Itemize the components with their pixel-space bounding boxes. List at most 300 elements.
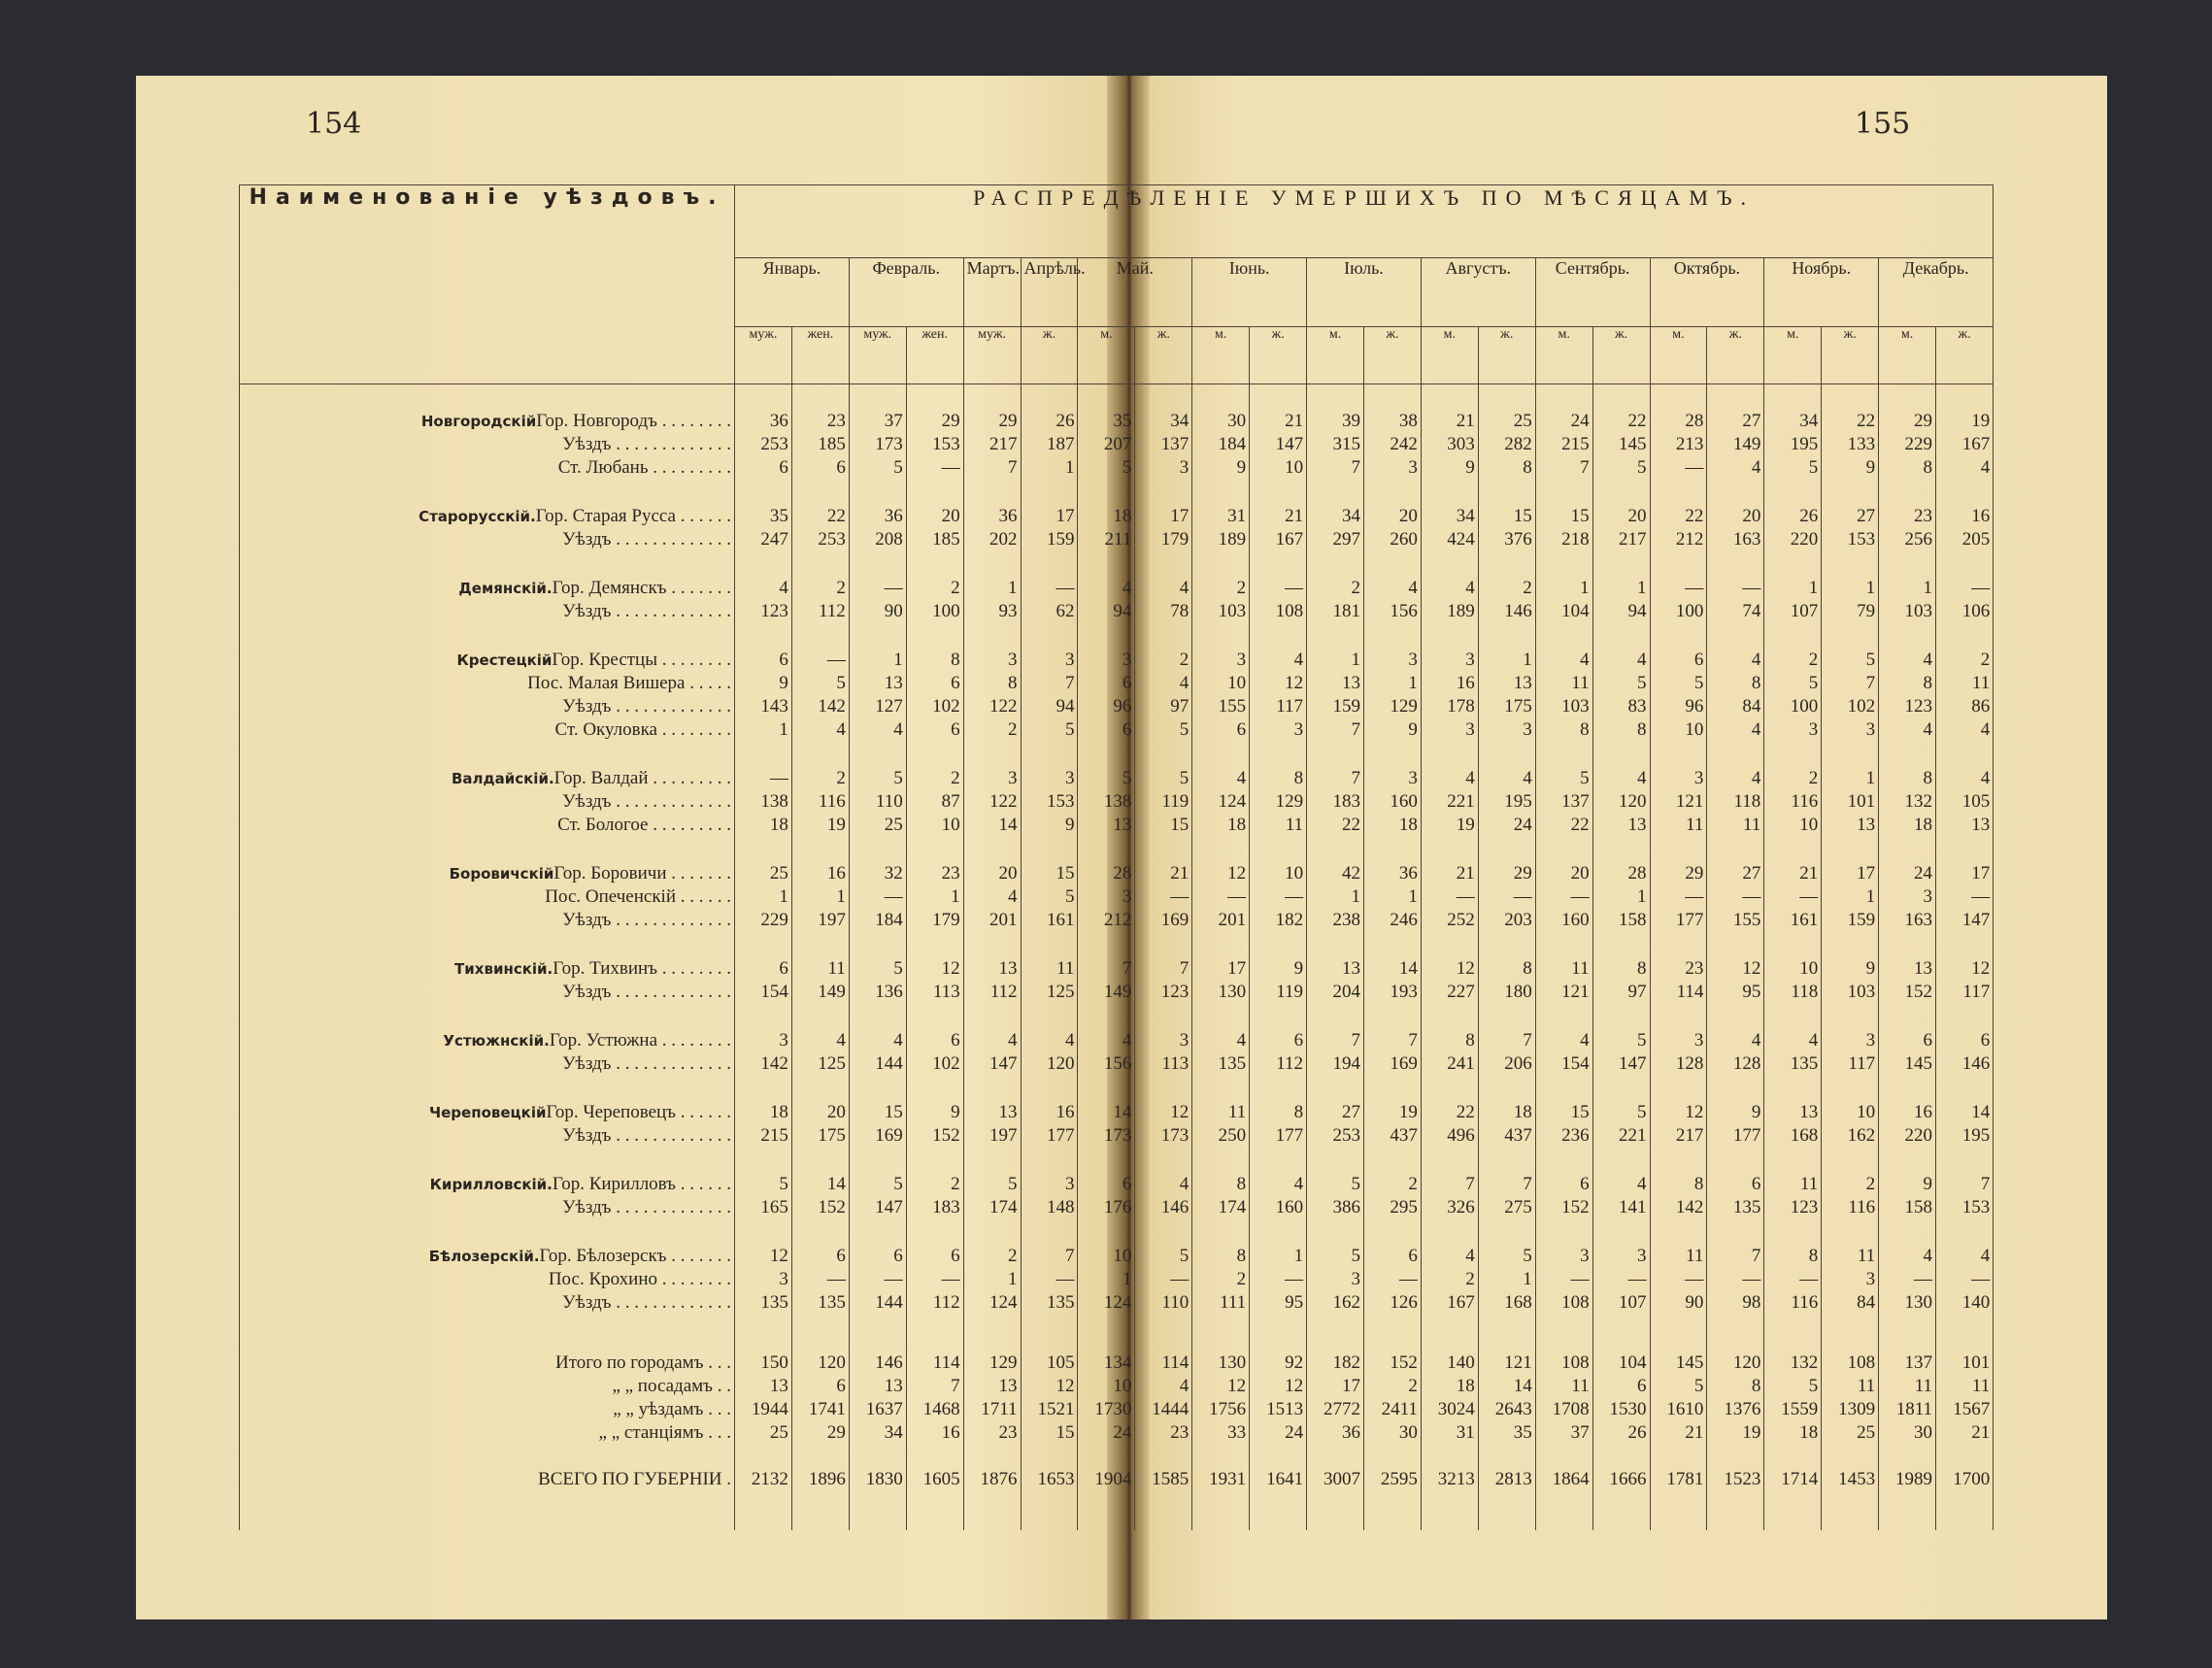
row-name-cell: [240, 1291, 735, 1315]
value-cell: 14: [791, 1148, 849, 1196]
value-cell: 1: [1078, 1268, 1135, 1291]
value-cell: 9: [906, 1076, 963, 1124]
value-cell: 4: [1707, 1004, 1764, 1052]
value-cell: 137: [1135, 433, 1192, 456]
value-cell: 20: [906, 480, 963, 528]
value-cell: 113: [1135, 1052, 1192, 1076]
value-cell: —: [1707, 885, 1764, 909]
value-cell: 111: [1192, 1291, 1250, 1315]
value-cell: 27: [1822, 480, 1879, 528]
value-cell: —: [1421, 885, 1478, 909]
month-header: Ноябрь.: [1764, 258, 1879, 327]
value-cell: 96: [1650, 695, 1707, 718]
value-cell: 315: [1307, 433, 1364, 456]
total-value-cell: 1741: [791, 1398, 849, 1421]
value-cell: 3: [1135, 1004, 1192, 1052]
value-cell: 16: [1879, 1076, 1936, 1124]
value-cell: 16: [1021, 1076, 1078, 1124]
place-name: Уѣздъ . . . . . . . . . . . . .: [562, 434, 731, 454]
value-cell: 141: [1592, 1196, 1650, 1219]
value-cell: 15: [1135, 814, 1192, 837]
value-cell: 13: [1592, 814, 1650, 837]
value-cell: 2: [963, 718, 1021, 742]
value-cell: 424: [1421, 528, 1478, 551]
value-cell: 12: [1250, 672, 1307, 695]
value-cell: 10: [1250, 837, 1307, 885]
value-cell: 29: [1478, 837, 1535, 885]
value-cell: 147: [1936, 909, 1994, 932]
value-cell: 180: [1478, 981, 1535, 1004]
total-row: [240, 1315, 1994, 1375]
place-name: Ст. Бологое . . . . . . . . .: [557, 815, 731, 835]
sex-header: м.: [1764, 327, 1822, 384]
value-cell: 4: [849, 1004, 906, 1052]
value-cell: 119: [1250, 981, 1307, 1004]
value-cell: 2: [1192, 551, 1250, 600]
value-cell: 15: [1535, 1076, 1592, 1124]
value-cell: 112: [906, 1291, 963, 1315]
sex-header: жен.: [791, 327, 849, 384]
value-cell: 187: [1021, 433, 1078, 456]
value-cell: 26: [1021, 384, 1078, 434]
table-row: [240, 1148, 1994, 1196]
value-cell: 119: [1135, 790, 1192, 814]
value-cell: 9: [1363, 718, 1421, 742]
value-cell: 22: [1822, 384, 1879, 434]
total-value-cell: 25: [1822, 1421, 1879, 1445]
value-cell: 3: [1192, 623, 1250, 672]
value-cell: 149: [1078, 981, 1135, 1004]
value-cell: 14: [1078, 1076, 1135, 1124]
value-cell: 1: [791, 885, 849, 909]
value-cell: —: [1135, 1268, 1192, 1291]
table-row: [240, 1219, 1994, 1268]
value-cell: 215: [735, 1124, 792, 1148]
value-cell: 8: [1250, 1076, 1307, 1124]
value-cell: 207: [1078, 433, 1135, 456]
value-cell: 4: [791, 718, 849, 742]
value-cell: 4: [1135, 1148, 1192, 1196]
value-cell: 103: [1535, 695, 1592, 718]
value-cell: 2: [906, 742, 963, 790]
value-cell: 2: [1764, 623, 1822, 672]
row-name-cell: [240, 718, 735, 742]
value-cell: 7: [963, 456, 1021, 480]
value-cell: 22: [1592, 384, 1650, 434]
grand-total-value-cell: 1453: [1822, 1445, 1879, 1530]
page-number-left: 154: [306, 107, 362, 141]
total-value-cell: 6: [1592, 1375, 1650, 1398]
value-cell: 20: [1707, 480, 1764, 528]
value-cell: 5: [1592, 672, 1650, 695]
value-cell: 27: [1307, 1076, 1364, 1124]
page-number-right: 155: [1855, 107, 1911, 141]
value-cell: 3: [1135, 456, 1192, 480]
total-value-cell: 11: [1879, 1375, 1936, 1398]
value-cell: 12: [1936, 932, 1994, 981]
value-cell: 4: [1535, 1004, 1592, 1052]
value-cell: 42: [1307, 837, 1364, 885]
value-cell: 78: [1135, 600, 1192, 623]
value-cell: 3: [1535, 1219, 1592, 1268]
value-cell: 135: [735, 1291, 792, 1315]
value-cell: 146: [1936, 1052, 1994, 1076]
value-cell: 4: [1936, 1219, 1994, 1268]
value-cell: 79: [1822, 600, 1879, 623]
value-cell: 127: [849, 695, 906, 718]
district-name: Боровичскій: [449, 865, 554, 883]
total-label: „ „ станціямъ . . .: [240, 1421, 735, 1445]
mortality-table: [239, 184, 1994, 1530]
value-cell: 114: [1650, 981, 1707, 1004]
value-cell: 297: [1307, 528, 1364, 551]
value-cell: 4: [1478, 742, 1535, 790]
value-cell: 1: [1879, 551, 1936, 600]
place-name: Гор. Устюжна . . . . . . . .: [549, 1030, 731, 1051]
value-cell: 152: [1535, 1196, 1592, 1219]
value-cell: 202: [963, 528, 1021, 551]
value-cell: 107: [1764, 600, 1822, 623]
value-cell: 121: [1535, 981, 1592, 1004]
value-cell: 185: [791, 433, 849, 456]
value-cell: 84: [1822, 1291, 1879, 1315]
total-value-cell: 24: [1250, 1421, 1307, 1445]
value-cell: 1: [1363, 672, 1421, 695]
value-cell: 177: [1650, 909, 1707, 932]
value-cell: 167: [1250, 528, 1307, 551]
grand-total-label: ВСЕГО ПО ГУБЕРНІИ .: [240, 1445, 735, 1530]
value-cell: 23: [1650, 932, 1707, 981]
row-name-cell: [240, 551, 735, 600]
value-cell: 10: [1650, 718, 1707, 742]
value-cell: 1: [1822, 742, 1879, 790]
value-cell: 4: [1707, 456, 1764, 480]
value-cell: 177: [1707, 1124, 1764, 1148]
value-cell: 7: [1021, 1219, 1078, 1268]
value-cell: 9: [1250, 932, 1307, 981]
place-name: Гор. Демянскъ . . . . . . .: [552, 578, 731, 598]
value-cell: 148: [1021, 1196, 1078, 1219]
value-cell: 12: [1192, 837, 1250, 885]
value-cell: 18: [1363, 814, 1421, 837]
total-value-cell: 150: [735, 1315, 792, 1375]
table-row: [240, 790, 1994, 814]
value-cell: 153: [1822, 528, 1879, 551]
table-row: [240, 981, 1994, 1004]
row-name-cell: [240, 1268, 735, 1291]
table-row: [240, 551, 1994, 600]
value-cell: 169: [1135, 909, 1192, 932]
row-name-cell: [240, 623, 735, 672]
value-cell: 13: [849, 672, 906, 695]
value-cell: 18: [1478, 1076, 1535, 1124]
value-cell: 20: [1363, 480, 1421, 528]
total-value-cell: 1811: [1879, 1398, 1936, 1421]
value-cell: 153: [906, 433, 963, 456]
value-cell: 156: [1078, 1052, 1135, 1076]
table-row: [240, 1052, 1994, 1076]
value-cell: 5: [791, 672, 849, 695]
value-cell: 62: [1021, 600, 1078, 623]
value-cell: 4: [1879, 623, 1936, 672]
sex-header: м.: [1192, 327, 1250, 384]
value-cell: 2: [1478, 551, 1535, 600]
value-cell: 122: [963, 695, 1021, 718]
row-name-cell: [240, 1196, 735, 1219]
value-cell: 3: [1021, 1148, 1078, 1196]
value-cell: 11: [1535, 932, 1592, 981]
value-cell: 102: [906, 695, 963, 718]
row-name-cell: [240, 790, 735, 814]
value-cell: 6: [735, 623, 792, 672]
value-cell: 121: [1650, 790, 1707, 814]
value-cell: —: [906, 456, 963, 480]
place-name: Гор. Новгородъ . . . . . . . .: [536, 411, 731, 431]
total-value-cell: 114: [1135, 1315, 1192, 1375]
place-name: Уѣздъ . . . . . . . . . . . . .: [562, 1053, 731, 1074]
value-cell: 15: [1021, 837, 1078, 885]
value-cell: 173: [1078, 1124, 1135, 1148]
value-cell: 5: [1650, 672, 1707, 695]
value-cell: 39: [1307, 384, 1364, 434]
total-value-cell: 7: [906, 1375, 963, 1398]
place-name: Пос. Опеченскій . . . . . .: [545, 886, 731, 907]
value-cell: 221: [1592, 1124, 1650, 1148]
value-cell: 145: [1592, 433, 1650, 456]
district-name: Кирилловскій.: [429, 1176, 553, 1193]
total-value-cell: 129: [963, 1315, 1021, 1375]
value-cell: 100: [906, 600, 963, 623]
value-cell: 22: [1535, 814, 1592, 837]
total-value-cell: 8: [1707, 1375, 1764, 1398]
sex-header: м.: [1421, 327, 1478, 384]
total-value-cell: 152: [1363, 1315, 1421, 1375]
value-cell: —: [1592, 1268, 1650, 1291]
value-cell: 31: [1192, 480, 1250, 528]
value-cell: 386: [1307, 1196, 1364, 1219]
value-cell: 12: [1707, 932, 1764, 981]
value-cell: 3: [1363, 742, 1421, 790]
place-name: Гор. Кирилловъ . . . . . .: [552, 1174, 731, 1194]
value-cell: —: [1936, 1268, 1994, 1291]
value-cell: 6: [906, 1004, 963, 1052]
district-name: Крестецкій: [456, 651, 553, 669]
value-cell: 496: [1421, 1124, 1478, 1148]
value-cell: 16: [791, 837, 849, 885]
value-cell: 7: [1021, 672, 1078, 695]
value-cell: 4: [1592, 1148, 1650, 1196]
value-cell: 24: [1478, 814, 1535, 837]
value-cell: 11: [1707, 814, 1764, 837]
row-name-cell: [240, 695, 735, 718]
value-cell: 7: [1535, 456, 1592, 480]
value-cell: 256: [1879, 528, 1936, 551]
value-cell: 197: [791, 909, 849, 932]
month-header: Іюль.: [1307, 258, 1422, 327]
value-cell: 18: [1078, 480, 1135, 528]
value-cell: 5: [1822, 623, 1879, 672]
total-value-cell: 13: [849, 1375, 906, 1398]
value-cell: 7: [1135, 932, 1192, 981]
value-cell: 2: [1421, 1268, 1478, 1291]
month-header: Апрѣль.: [1021, 258, 1078, 327]
value-cell: 2: [1192, 1268, 1250, 1291]
value-cell: 21: [1250, 480, 1307, 528]
total-value-cell: 31: [1421, 1421, 1478, 1445]
value-cell: 20: [963, 837, 1021, 885]
sex-header: ж.: [1363, 327, 1421, 384]
value-cell: 215: [1535, 433, 1592, 456]
value-cell: 8: [1592, 718, 1650, 742]
value-cell: 4: [1192, 1004, 1250, 1052]
value-cell: —: [849, 885, 906, 909]
value-cell: 2: [963, 1219, 1021, 1268]
grand-total-value-cell: 1781: [1650, 1445, 1707, 1530]
value-cell: 118: [1707, 790, 1764, 814]
value-cell: —: [1535, 885, 1592, 909]
value-cell: 4: [1707, 623, 1764, 672]
district-name: Устюжнскій.: [443, 1032, 550, 1050]
value-cell: 163: [1879, 909, 1936, 932]
value-cell: 5: [735, 1148, 792, 1196]
value-cell: 27: [1707, 837, 1764, 885]
value-cell: 83: [1592, 695, 1650, 718]
value-cell: 102: [1822, 695, 1879, 718]
value-cell: 126: [1363, 1291, 1421, 1315]
total-value-cell: 145: [1650, 1315, 1707, 1375]
grand-total-row: [240, 1445, 1994, 1530]
table-row: [240, 1004, 1994, 1052]
value-cell: 27: [1707, 384, 1764, 434]
value-cell: 11: [1192, 1076, 1250, 1124]
total-value-cell: 1376: [1707, 1398, 1764, 1421]
value-cell: 18: [735, 1076, 792, 1124]
value-cell: 1: [906, 885, 963, 909]
value-cell: 118: [1764, 981, 1822, 1004]
value-cell: 8: [1478, 456, 1535, 480]
value-cell: 250: [1192, 1124, 1250, 1148]
value-cell: 20: [1535, 837, 1592, 885]
total-value-cell: 140: [1421, 1315, 1478, 1375]
value-cell: 7: [1307, 718, 1364, 742]
value-cell: 253: [1307, 1124, 1364, 1148]
value-cell: 2: [1363, 1148, 1421, 1196]
total-value-cell: 101: [1936, 1315, 1994, 1375]
value-cell: 23: [906, 837, 963, 885]
value-cell: 201: [1192, 909, 1250, 932]
value-cell: 167: [1421, 1291, 1478, 1315]
grand-total-value-cell: 1700: [1936, 1445, 1994, 1530]
value-cell: 8: [1764, 1219, 1822, 1268]
total-value-cell: 25: [735, 1421, 792, 1445]
value-cell: 176: [1078, 1196, 1135, 1219]
value-cell: 173: [1135, 1124, 1192, 1148]
value-cell: 11: [1250, 814, 1307, 837]
value-cell: 135: [791, 1291, 849, 1315]
value-cell: 4: [1135, 551, 1192, 600]
total-value-cell: 1567: [1936, 1398, 1994, 1421]
value-cell: 146: [1478, 600, 1535, 623]
grand-total-value-cell: 1666: [1592, 1445, 1650, 1530]
value-cell: 1: [1307, 885, 1364, 909]
value-cell: 182: [1250, 909, 1307, 932]
value-cell: 5: [1307, 1219, 1364, 1268]
value-cell: 20: [791, 1076, 849, 1124]
total-value-cell: 1730: [1078, 1398, 1135, 1421]
value-cell: 185: [906, 528, 963, 551]
value-cell: 3: [1421, 623, 1478, 672]
value-cell: 5: [849, 742, 906, 790]
value-cell: 152: [1879, 981, 1936, 1004]
sex-header: ж.: [1021, 327, 1078, 384]
value-cell: 9: [735, 672, 792, 695]
total-value-cell: 23: [1135, 1421, 1192, 1445]
row-name-cell: [240, 600, 735, 623]
value-cell: 4: [849, 718, 906, 742]
value-cell: 100: [1764, 695, 1822, 718]
value-cell: 1: [1764, 551, 1822, 600]
grand-total-value-cell: 2813: [1478, 1445, 1535, 1530]
total-value-cell: 12: [1021, 1375, 1078, 1398]
value-cell: 7: [1421, 1148, 1478, 1196]
sex-header: ж.: [1135, 327, 1192, 384]
grand-total-value-cell: 2595: [1363, 1445, 1421, 1530]
value-cell: 193: [1363, 981, 1421, 1004]
value-cell: 2: [791, 742, 849, 790]
value-cell: 241: [1421, 1052, 1478, 1076]
sex-header: ж.: [1936, 327, 1994, 384]
value-cell: 19: [1421, 814, 1478, 837]
value-cell: 13: [1822, 814, 1879, 837]
value-cell: 189: [1192, 528, 1250, 551]
value-cell: 36: [1363, 837, 1421, 885]
value-cell: 9: [1879, 1148, 1936, 1196]
total-row: [240, 1398, 1994, 1421]
value-cell: 15: [1535, 480, 1592, 528]
value-cell: 203: [1478, 909, 1535, 932]
value-cell: 3: [1021, 623, 1078, 672]
value-cell: 3: [963, 623, 1021, 672]
value-cell: 20: [1592, 480, 1650, 528]
value-cell: —: [1250, 885, 1307, 909]
value-cell: 10: [1250, 456, 1307, 480]
value-cell: 10: [1192, 672, 1250, 695]
value-cell: 21: [1764, 837, 1822, 885]
value-cell: 4: [1021, 1004, 1078, 1052]
place-name: Уѣздъ . . . . . . . . . . . . .: [562, 791, 731, 812]
total-value-cell: 12: [1250, 1375, 1307, 1398]
value-cell: 130: [1192, 981, 1250, 1004]
value-cell: 7: [1707, 1219, 1764, 1268]
month-header: Августъ.: [1421, 258, 1535, 327]
value-cell: 159: [1021, 528, 1078, 551]
value-cell: 24: [1535, 384, 1592, 434]
total-value-cell: 2772: [1307, 1398, 1364, 1421]
total-value-cell: 34: [849, 1421, 906, 1445]
value-cell: 229: [735, 909, 792, 932]
value-cell: 18: [1192, 814, 1250, 837]
total-value-cell: 1610: [1650, 1398, 1707, 1421]
value-cell: 17: [1021, 480, 1078, 528]
value-cell: 5: [849, 932, 906, 981]
value-cell: 14: [1936, 1076, 1994, 1124]
value-cell: 3: [1307, 1268, 1364, 1291]
total-value-cell: 18: [1764, 1421, 1822, 1445]
value-cell: 159: [1822, 909, 1879, 932]
value-cell: 189: [1421, 600, 1478, 623]
value-cell: 8: [1478, 932, 1535, 981]
grand-total-value-cell: 1523: [1707, 1445, 1764, 1530]
